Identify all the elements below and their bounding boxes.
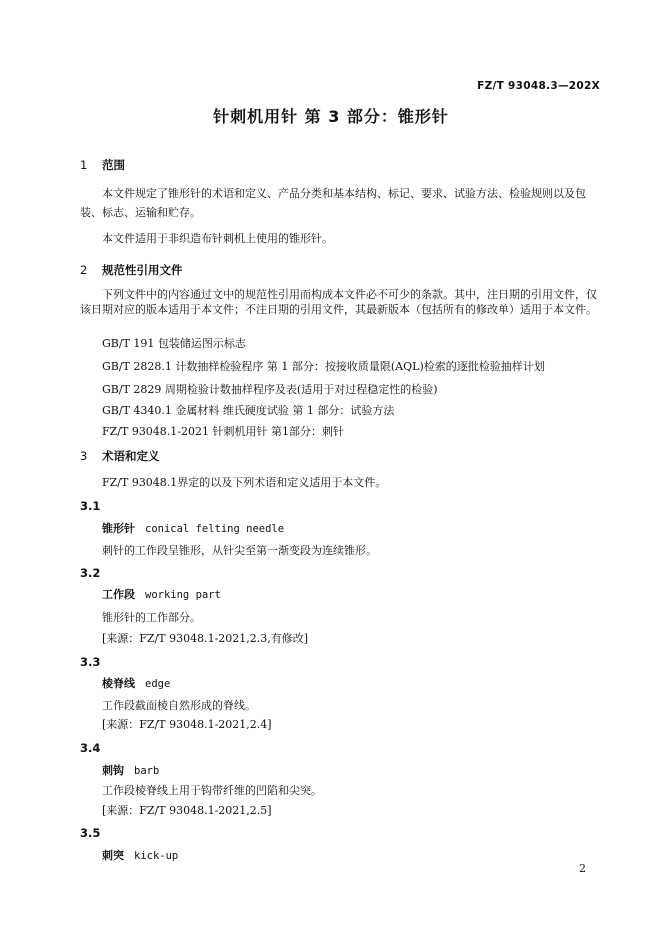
term-number: 3.4 (80, 741, 101, 755)
term-source: [来源：FZ/T 93048.1-2021,2.4] (102, 718, 272, 731)
references-intro: 下列文件中的内容通过文中的规范性引用而构成本文件必不可少的条款。其中，注日期的引用文件，仅该日期对应的版本适用于本文件；不注日期的引用文件，其最新版本（包括所有的修改单）适用于本文件。 (80, 288, 597, 316)
term-definition: 工作段棱脊线上用于钩带纤维的凹陷和尖突。 (102, 784, 322, 797)
term-english: edge (145, 678, 171, 690)
document-title: 针刺机用针 第 3 部分：锥形针 (213, 107, 449, 126)
term-heading (102, 520, 284, 536)
reference-item: GB/T 2829 周期检验计数抽样程序及表(适用于对过程稳定性的检验) (102, 383, 438, 396)
term-chinese: 刺突 (102, 849, 124, 862)
term-heading (102, 586, 221, 602)
section-title: 规范性引用文件 (102, 263, 183, 277)
term-english: working part (145, 589, 221, 601)
term-chinese: 锥形针 (102, 522, 135, 535)
term-number: 3.5 (80, 826, 101, 840)
page-number: 2 (579, 862, 586, 875)
scope-paragraph-1: 本文件规定了锥形针的术语和定义、产品分类和基本结构、标记、要求、试验方法、检验规则以及包装、标志、运输和贮存。 (80, 187, 586, 219)
term-heading (102, 675, 170, 691)
section-3-heading (80, 448, 160, 464)
term-heading (102, 762, 159, 778)
term-definition: 锥形针的工作部分。 (102, 611, 201, 624)
section-number: 1 (80, 158, 88, 172)
term-english: kick-up (134, 850, 179, 862)
section-title: 术语和定义 (102, 449, 160, 463)
term-source: [来源：FZ/T 93048.1-2021,2.3,有修改] (102, 632, 309, 645)
scope-paragraph-2: 本文件适用于非织造布针刺机上使用的锥形针。 (102, 232, 333, 245)
term-chinese: 刺钩 (102, 764, 124, 777)
term-definition: 工作段截面棱自然形成的脊线。 (102, 699, 256, 712)
standard-code: FZ/T 93048.3—202X (477, 80, 600, 92)
terms-intro: FZ/T 93048.1界定的以及下列术语和定义适用于本文件。 (102, 476, 387, 489)
section-1-heading (80, 157, 125, 173)
term-chinese: 工作段 (102, 588, 135, 601)
reference-item: GB/T 191 包装储运图示标志 (102, 337, 246, 350)
term-heading (102, 847, 178, 863)
term-number: 3.1 (80, 499, 101, 513)
reference-item: GB/T 4340.1 金属材料 维氏硬度试验 第 1 部分：试验方法 (102, 404, 395, 417)
term-source: [来源：FZ/T 93048.1-2021,2.5] (102, 804, 272, 817)
section-2-heading (80, 262, 183, 278)
term-definition: 刺针的工作段呈锥形，从针尖至第一渐变段为连续锥形。 (102, 544, 377, 557)
term-number: 3.2 (80, 566, 101, 580)
reference-item: FZ/T 93048.1-2021 针刺机用针 第1部分：刺针 (102, 425, 345, 438)
term-english: conical felting needle (145, 523, 285, 535)
reference-item: GB/T 2828.1 计数抽样检验程序 第 1 部分：按接收质量限(AQL)检索的逐批检验抽样计划 (102, 360, 545, 373)
section-number: 3 (80, 449, 88, 463)
section-number: 2 (80, 263, 88, 277)
term-english: barb (134, 765, 160, 777)
term-chinese: 棱脊线 (102, 677, 135, 690)
section-title: 范围 (102, 158, 126, 172)
term-number: 3.3 (80, 655, 101, 669)
